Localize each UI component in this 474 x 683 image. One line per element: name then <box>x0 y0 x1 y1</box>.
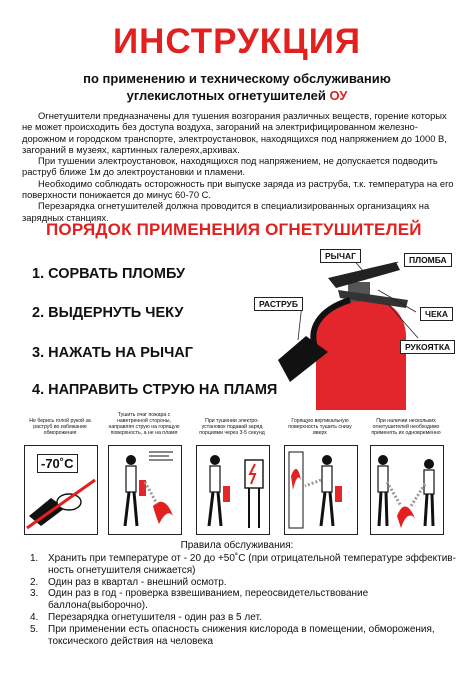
rule-item <box>30 577 460 589</box>
step-1: 1. СОРВАТЬ ПЛОМБУ <box>32 266 186 282</box>
extinguisher-body-lower <box>316 340 406 410</box>
callout-handle: РУКОЯТКА <box>400 340 455 354</box>
caption-2: Тушить очаг пожара с наветренной стороны, направляя струю на горящую поверхность, а не на пламя <box>108 412 180 436</box>
rule-number: 4. <box>30 611 39 623</box>
page-subtitle-line-1: по применению и техническому обслуживанию <box>83 71 391 86</box>
subtitle-prefix: углекислотных огнетушителей <box>126 88 326 103</box>
panel-simultaneous <box>370 445 444 535</box>
panel-electrical <box>196 445 270 535</box>
rule-text: Один раз в год - проверка взвешиванием, переосвидетельствование баллона(выборочно). <box>48 588 369 612</box>
panel-no-bare-hand <box>24 445 98 535</box>
rules-list <box>30 553 460 647</box>
rule-text: Перезарядка огнетушителя - один раз в 5 лет. <box>48 611 262 623</box>
caption-1: Не берись голой рукой за раструб во избежание обморожения <box>29 418 91 436</box>
rule-text: Один раз в квартал - внешний осмотр. <box>48 576 227 588</box>
callout-seal: ПЛОМБА <box>404 253 452 267</box>
intro-paragraph: Огнетушители предназначены для тушения возгорания различных веществ, горение которых не может происходить без доступа воздуха, загораний на электрифицированном железно-дорожном и городском транспорте, электроустановок, находящихся под напряжением до 1000 В, загораний в музеях, картинных галереях,архивах. <box>22 110 447 155</box>
rule-text: Хранить при температуре от - 20 до +50˚С (при отрицательной температуре эффектив-ность огнетушителя снижается) <box>48 553 456 576</box>
page-subtitle-line-2 <box>0 88 474 103</box>
rule-number: 3. <box>30 588 39 600</box>
panel-vertical <box>284 445 358 535</box>
caption-5: При наличии нескольких огнетушителей необходимо применять их одновременно <box>371 418 441 436</box>
panel-windward <box>108 445 182 535</box>
subtitle-accent: ОУ <box>329 88 348 103</box>
callout-horn: РАСТРУБ <box>254 297 303 311</box>
rule-item <box>30 624 460 648</box>
callout-lever: РЫЧАГ <box>320 249 361 263</box>
rule-item <box>30 588 460 612</box>
intro-paragraph: Необходимо соблюдать осторожность при выпуске заряда из раструба, т.к. температура на его поверхности понижается до минус 60-70 С. <box>22 177 454 201</box>
rule-item <box>30 553 460 577</box>
page-title: ИНСТРУКЦИЯ <box>112 22 362 61</box>
people-simultaneous-icon <box>371 446 443 534</box>
callout-pin: ЧЕКА <box>420 307 453 321</box>
person-windward-icon <box>109 446 181 534</box>
temperature-label: -70˚С <box>37 454 78 473</box>
intro-paragraph: Перезарядка огнетушителей должна проводится в специализированных организациях на зарядных станциях. <box>22 200 430 223</box>
intro-text <box>22 110 458 223</box>
rule-number: 5. <box>30 623 39 635</box>
caption-4: Горящую вертикальную поверхность тушить снизу вверх <box>288 418 352 436</box>
rules-title: Правила обслуживания: <box>180 540 294 551</box>
person-electrical-icon <box>197 446 269 534</box>
caption-3: При тушении электро-установок подавай заряд порциями через 3-5 секунд <box>199 418 265 436</box>
rule-item <box>30 612 460 624</box>
step-2: 2. ВЫДЕРНУТЬ ЧЕКУ <box>32 305 184 321</box>
hand-horn-icon <box>25 476 97 532</box>
rule-number: 2. <box>30 576 39 588</box>
rule-text: При применении есть опасность снижения кислорода в помещении, обморожения, токсического действия на человека <box>48 623 435 647</box>
person-vertical-icon <box>285 446 357 534</box>
rule-number: 1. <box>30 553 39 564</box>
section-title: ПОРЯДОК ПРИМЕНЕНИЯ ОГНЕТУШИТЕЛЕЙ <box>46 220 422 239</box>
step-3: 3. НАЖАТЬ НА РЫЧАГ <box>32 345 193 361</box>
step-4: 4. НАПРАВИТЬ СТРУЮ НА ПЛАМЯ <box>32 382 278 398</box>
intro-paragraph: При тушении электроустановок, находящихся под напряжением, не допускается подводить раструб ближе 1м до электроустановки и пламени. <box>22 155 438 178</box>
